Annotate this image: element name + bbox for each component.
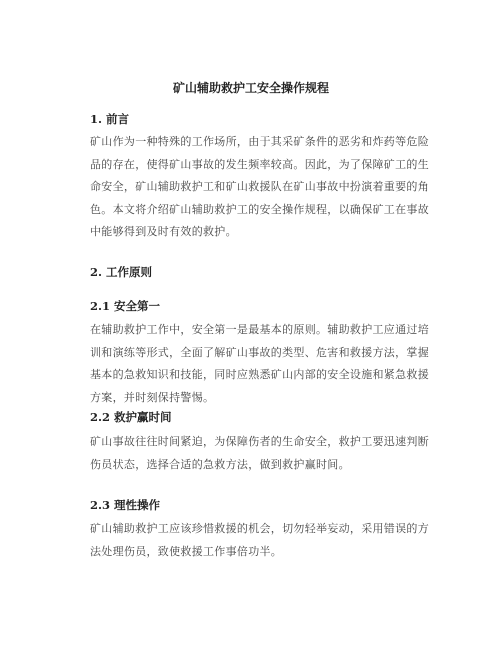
section-paragraph-safety-first: 在辅助救护工作中，安全第一是最基本的原则。辅助救护工应通过培训和演练等形式，全面了解矿山事故的类型、危害和救援方法，掌握基本的急救知识和技能，同时应熟悉矿山内部的安全设施和紧急救援方案，并时刻保持警惕。 [90,323,429,404]
section-heading-principles: 2. 工作原则 [90,265,153,279]
section-heading-intro: 1. 前言 [90,112,130,126]
section-heading-safety-first: 2.1 安全第一 [90,299,161,313]
section-paragraph-intro: 矿山作为一种特殊的工作场所，由于其采矿条件的恶劣和炸药等危险品的存在，使得矿山事故的发生频率较高。因此，为了保障矿工的生命安全，矿山辅助救护工和矿山救援队在矿山事故中扮演着重要的角色。本文将介绍矿山辅助救护工的安全操作规程，以确保矿工在事故中能够得到及时有效的救护。 [90,135,429,238]
section-heading-rescue-time: 2.2 救护赢时间 [90,410,172,424]
section-paragraph-rescue-time: 矿山事故往往时间紧迫，为保障伤者的生命安全，救护工要迅速判断伤员状态，选择合适的急救方法，做到救护赢时间。 [90,435,429,471]
section-paragraph-rational-operation: 矿山辅助救护工应该珍惜救援的机会，切勿轻举妄动，采用错误的方法处理伤员，致使救援工作事倍功半。 [90,522,429,558]
document-title: 矿山辅助救护工安全操作规程 [172,81,329,95]
section-heading-rational-operation: 2.3 理性操作 [90,498,161,512]
